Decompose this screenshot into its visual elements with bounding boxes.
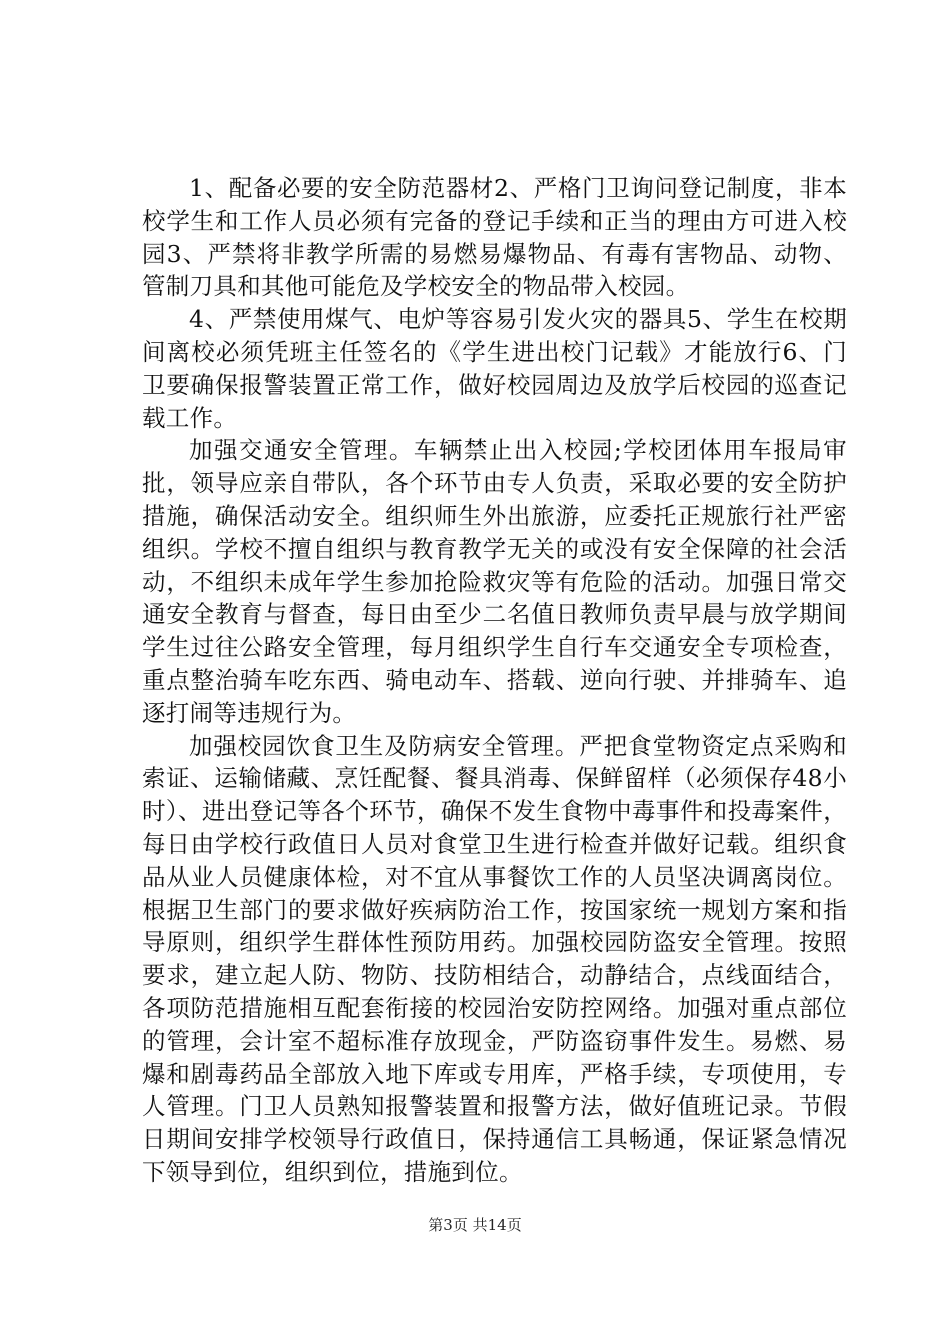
paragraph-entry-security: 1、配备必要的安全防范器材2、严格门卫询问登记制度，非本校学生和工作人员必须有完备的登记手续和正当的理由方可进入校园3、严禁将非教学所需的易燃易爆物品、有毒有害物品、动物、管制刀具和其他可能危及学校安全的物品带入校园。 bbox=[142, 174, 847, 301]
paragraph-traffic-safety: 加强交通安全管理。车辆禁止出入校园;学校团体用车报局审批，领导应亲自带队，各个环节由专人负责，采取必要的安全防护措施，确保活动安全。组织师生外出旅游，应委托正规旅行社严密组织。学校不擅自组织与教育教学无关的或没有安全保障的社会活动，不组织未成年学生参加抢险救灾等有危险的活动。加强日常交通安全教育与督查，每日由至少二名值日教师负责早晨与放学期间学生过往公路安全管理，每月组织学生自行车交通安全专项检查，重点整治骑车吃东西、骑电动车、搭载、逆向行驶、并排骑车、追逐打闹等违规行为。 bbox=[142, 436, 847, 727]
paragraph-fire-and-gate: 4、严禁使用煤气、电炉等容易引发火灾的器具5、学生在校期间离校必须凭班主任签名的《学生进出校门记载》才能放行6、门卫要确保报警装置正常工作，做好校园周边及放学后校园的巡查记载工作。 bbox=[142, 305, 847, 432]
paragraph-food-and-theft: 加强校园饮食卫生及防病安全管理。严把食堂物资定点采购和索证、运输储藏、烹饪配餐、餐具消毒、保鲜留样（必须保存48小时）、进出登记等各个环节，确保不发生食物中毒事件和投毒案件，每日由学校行政值日人员对食堂卫生进行检查并做好记载。组织食品从业人员健康体检，对不宜从事餐饮工作的人员坚决调离岗位。根据卫生部门的要求做好疾病防治工作，按国家统一规划方案和指导原则，组织学生群体性预防用药。加强校园防盗安全管理。按照要求，建立起人防、物防、技防相结合，动静结合，点线面结合，各项防范措施相互配套衔接的校园治安防控网络。加强对重点部位的管理，会计室不超标准存放现金，严防盗窃事件发生。易燃、易爆和剧毒药品全部放入地下库或专用库，严格手续，专项使用，专人管理。门卫人员熟知报警装置和报警方法，做好值班记录。节假日期间安排学校领导行政值日，保持通信工具畅通，保证紧急情况下领导到位，组织到位，措施到位。 bbox=[142, 731, 847, 1186]
document-body bbox=[142, 172, 847, 1189]
page-number-footer: 第3页 共14页 bbox=[428, 1216, 522, 1234]
